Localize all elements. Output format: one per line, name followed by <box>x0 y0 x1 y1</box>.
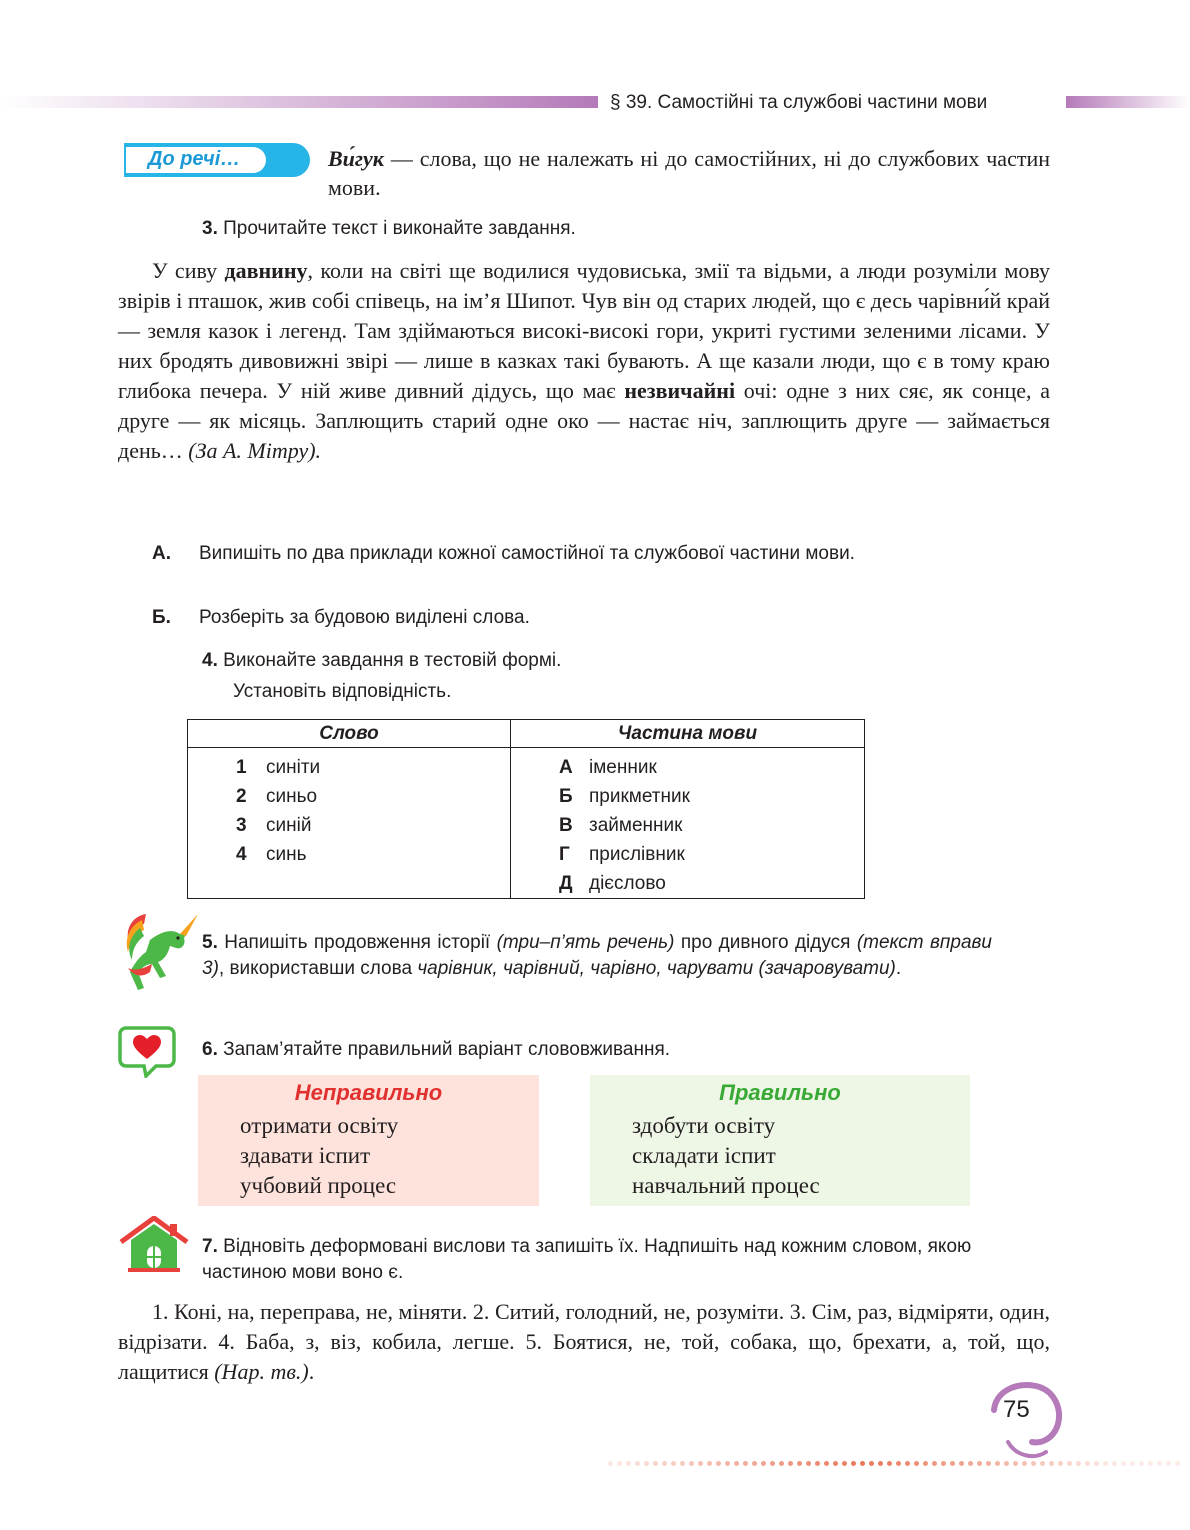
word-item: 1 синіти <box>236 757 321 778</box>
task3-text-1: У сиву <box>152 258 225 283</box>
footer-dot <box>743 1461 748 1466</box>
footer-dot <box>1031 1461 1036 1466</box>
correct-usage-box <box>590 1075 970 1206</box>
footer-dot <box>1094 1461 1099 1466</box>
footer-dot <box>1076 1461 1081 1466</box>
footer-dot <box>842 1461 847 1466</box>
footer-dot <box>896 1461 901 1466</box>
task3-number: 3. <box>202 218 218 239</box>
right-line: навчальний процес <box>632 1173 820 1198</box>
note-badge-notch <box>118 143 124 177</box>
task5-number: 5. <box>202 932 218 953</box>
task7-source: (Нар. тв.) <box>208 1359 309 1384</box>
footer-dot <box>806 1461 811 1466</box>
footer-dot <box>635 1461 640 1466</box>
footer-dot <box>1112 1461 1117 1466</box>
footer-dot <box>950 1461 955 1466</box>
task3-text-3: очі: одне з них сяє, як сонце, а друге — як місяць. Заплющить старий одне око — настає ніч, заплющить друге — займається день… <box>118 378 1051 463</box>
footer-dot <box>959 1461 964 1466</box>
footer-dot <box>1058 1461 1063 1466</box>
task6-instruction: Запам’ятайте правильний варіант слововживання. <box>223 1039 671 1060</box>
footer-dot <box>608 1461 613 1466</box>
footer-dot <box>1157 1461 1162 1466</box>
part-item: Д дієслово <box>559 873 666 894</box>
word-item: 2 синьо <box>236 786 318 807</box>
words-column <box>188 748 511 899</box>
footer-dot <box>923 1461 928 1466</box>
matching-table <box>187 719 865 899</box>
section-title: § 39. Самостійні та службові частини мови <box>610 92 988 113</box>
footer-dot <box>932 1461 937 1466</box>
task3-bold-word-2: незвичайні <box>624 378 736 403</box>
note-definition <box>328 144 1050 202</box>
footer-dot <box>752 1461 757 1466</box>
footer-dot <box>869 1461 874 1466</box>
footer-dot <box>779 1461 784 1466</box>
header-bar-right <box>1066 96 1190 108</box>
footer-dot <box>914 1461 919 1466</box>
task7-header <box>202 1234 992 1286</box>
footer-dot <box>833 1461 838 1466</box>
footer-dot <box>995 1461 1000 1466</box>
wrong-usage-box <box>198 1075 539 1206</box>
footer-dot <box>788 1461 793 1466</box>
footer-dot <box>1022 1461 1027 1466</box>
footer-dot <box>1148 1461 1153 1466</box>
right-line: здобути освіту <box>632 1113 776 1138</box>
footer-dot <box>1085 1461 1090 1466</box>
header-bar-left <box>0 96 598 108</box>
footer-dot <box>689 1461 694 1466</box>
task7-end: . <box>308 1359 315 1384</box>
footer-dot <box>1175 1461 1180 1466</box>
footer-dot <box>680 1461 685 1466</box>
part-item: А іменник <box>559 757 657 778</box>
footer-dot <box>707 1461 712 1466</box>
footer-dot <box>761 1461 766 1466</box>
task3-header <box>202 216 576 242</box>
footer-dot <box>617 1461 622 1466</box>
task4-instruction: Виконайте завдання в тестовій формі. <box>223 650 562 671</box>
footer-dot <box>986 1461 991 1466</box>
task5-italic-3: чарівник, чарівний, чарівно, чарувати (зачаровувати) <box>417 958 896 979</box>
page-number-swirl <box>986 1378 1066 1470</box>
task4-sub-instruction: Установіть відповідність. <box>233 681 452 702</box>
page-number: 75 <box>1003 1396 1030 1423</box>
footer-dot <box>887 1461 892 1466</box>
task5 <box>202 930 992 982</box>
task7-number: 7. <box>202 1236 218 1257</box>
footer-dot <box>1103 1461 1108 1466</box>
task3-a-letter: А. <box>152 543 171 564</box>
footer-dot <box>797 1461 802 1466</box>
footer-dot <box>1130 1461 1135 1466</box>
footer-dot <box>644 1461 649 1466</box>
footer-dot <box>1139 1461 1144 1466</box>
task7-proverbs: 1. Коні, на, переправа, не, міняти. 2. Ситий, голодний, не, розуміти. 3. Сім, раз, відміряти, один, відрізати. 4. Баба, з, віз, кобила, легше. 5. Боятися, не, той, собака, що, брехати, а, той, що, лащитися <box>118 1299 1050 1384</box>
task5-text-4: . <box>895 958 902 979</box>
footer-dot <box>1049 1461 1054 1466</box>
footer-dot <box>1166 1461 1171 1466</box>
task3-a-text: Випишіть по два приклади кожної самостійної та службової частини мови. <box>199 543 855 564</box>
footer-dot <box>977 1461 982 1466</box>
part-item: Б прикметник <box>559 786 690 807</box>
footer-dot <box>626 1461 631 1466</box>
task5-italic-1: (три–п’ять речень) <box>496 932 675 953</box>
task5-text-1: Напишіть продовження історії <box>224 932 497 953</box>
task7-instruction: Відновіть деформовані вислови та запишіть їх. Надпишіть над кожним словом, якою частиною мови воно є. <box>202 1236 972 1283</box>
right-title: Правильно <box>719 1080 841 1105</box>
task3-b-text: Розберіть за будовою виділені слова. <box>199 607 530 628</box>
footer-dot <box>878 1461 883 1466</box>
footer-dot <box>824 1461 829 1466</box>
task3-b-letter: Б. <box>152 607 171 628</box>
task3-bold-word-1: давнину <box>224 258 308 283</box>
part-item: В займенник <box>559 815 683 836</box>
word-item: 4 синь <box>236 844 307 865</box>
part-item: Г прислівник <box>559 844 685 865</box>
table-header-word: Слово <box>188 720 511 748</box>
footer-dot <box>815 1461 820 1466</box>
task5-italic-2: (текст вправи 3) <box>202 932 993 979</box>
footer-dot <box>698 1461 703 1466</box>
task6-number: 6. <box>202 1039 218 1060</box>
task3-text <box>118 256 1050 466</box>
task3-text-2: , коли на світі ще водилися чудовиська, змії та відьми, а люди розуміли мову звірів і пташок, жив собі співець, на ім’я Шипот. Чув він од старих людей, що є десь чарівни́й край — земля казок і легенд. Там здіймаються високі-високі гори, укриті густими зеленими лісами. У них бродять дивовижні звірі — лише в казках такі бувають. А ще казали люди, що є в тому краю глибока печера. У ній живе дивний дідусь, що має <box>118 258 1050 403</box>
heart-speech-icon <box>118 1026 176 1078</box>
wrong-line: отримати освіту <box>240 1113 399 1138</box>
task3-source: (За А. Мітру). <box>182 438 322 463</box>
right-line: складати іспит <box>632 1143 776 1168</box>
footer-dot <box>770 1461 775 1466</box>
task5-text-2: про дивного дідуся <box>674 932 857 953</box>
unicorn-icon <box>116 906 200 996</box>
note-badge-label: До речі… <box>148 148 241 170</box>
footer-dot <box>905 1461 910 1466</box>
wrong-line: учбовий процес <box>240 1173 397 1198</box>
footer-dot <box>860 1461 865 1466</box>
footer-dot <box>851 1461 856 1466</box>
footer-dot <box>1004 1461 1009 1466</box>
footer-dot <box>1121 1461 1126 1466</box>
table-header-part: Частина мови <box>511 720 865 748</box>
footer-dot <box>734 1461 739 1466</box>
footer-dot <box>716 1461 721 1466</box>
house-icon <box>119 1216 189 1274</box>
footer-dot <box>1067 1461 1072 1466</box>
task3-instruction: Прочитайте текст і виконайте завдання. <box>223 218 576 239</box>
note-term: Ви́гук <box>328 146 384 171</box>
footer-dot <box>725 1461 730 1466</box>
footer-dot <box>968 1461 973 1466</box>
task4-header <box>202 648 561 674</box>
wrong-title: Неправильно <box>294 1080 443 1105</box>
footer-dot <box>653 1461 658 1466</box>
footer-dot <box>662 1461 667 1466</box>
task4-number: 4. <box>202 650 218 671</box>
word-item: 3 синій <box>236 815 312 836</box>
footer-dot <box>1013 1461 1018 1466</box>
footer-dot <box>941 1461 946 1466</box>
task7-text <box>118 1297 1050 1387</box>
footer-dot <box>1040 1461 1045 1466</box>
task5-text-3: , використавши слова <box>218 958 418 979</box>
wrong-line: здавати іспит <box>240 1143 371 1168</box>
parts-column <box>511 748 865 899</box>
note-definition-text: — слова, що не належать ні до самостійних, ні до службових частин мови. <box>328 146 1050 200</box>
footer-dot <box>671 1461 676 1466</box>
task6-header <box>202 1037 670 1063</box>
